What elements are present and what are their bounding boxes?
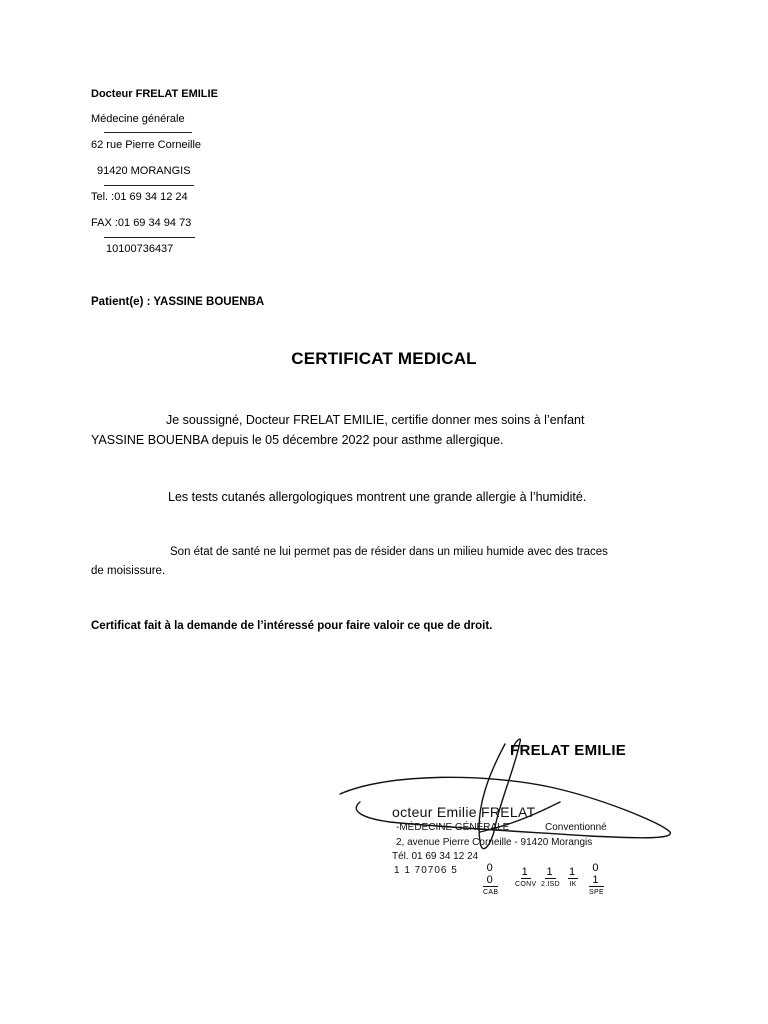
doctor-fax: FAX :01 69 34 94 73 <box>91 217 192 229</box>
patient-line: Patient(e) : YASSINE BOUENBA <box>91 296 265 308</box>
stamp-code-value: 1 <box>569 866 578 878</box>
stamp-code-key: CAB <box>483 889 499 896</box>
stamp-conventionne: Conventionné <box>545 822 607 833</box>
paragraph-line: Son état de santé ne lui permet pas de résider dans un milieu humide avec des traces <box>170 546 608 558</box>
stamp-code-key: SPE <box>589 889 604 896</box>
stamp-code-value: 0 0 <box>483 862 498 887</box>
doctor-address: 62 rue Pierre Corneille <box>91 139 202 151</box>
header-divider <box>104 185 194 186</box>
doctor-name: Docteur FRELAT EMILIE <box>91 88 218 100</box>
doctor-id-number: 10100736437 <box>106 243 174 255</box>
paragraph-line: Je soussigné, Docteur FRELAT EMILIE, certifie donner mes soins à l’enfant <box>166 413 585 427</box>
stamp-number: 1 1 70706 5 <box>394 865 458 876</box>
doctor-city: 91420 MORANGIS <box>97 165 191 177</box>
stamp-address: 2, avenue Pierre Corneille - 91420 Morangis <box>396 837 593 848</box>
stamp-specialty: -MÉDECINE GÉNÉRALE <box>396 822 510 833</box>
paragraph-health <box>91 543 661 581</box>
paragraph-line: YASSINE BOUENBA depuis le 05 décembre 2022 pour asthme allergique. <box>91 433 504 447</box>
doctor-specialty: Médecine générale <box>91 113 185 125</box>
header-divider <box>104 132 192 133</box>
stamp-code-value: 0 1 <box>589 862 604 887</box>
paragraph-line: de moisissure. <box>91 565 166 577</box>
stamp-doctor-name: FRELAT EMILIE <box>510 742 627 759</box>
paragraph-tests: Les tests cutanés allergologiques montrent une grande allergie à l’humidité. <box>168 490 587 504</box>
paragraph-care <box>91 410 691 450</box>
header-divider <box>104 237 195 238</box>
stamp-doctor-line: octeur Emilie FRELAT <box>392 804 536 820</box>
stamp-code-value: 1 <box>546 866 555 878</box>
stamp-code-key: 2.ISD <box>541 881 561 888</box>
doctor-phone: Tel. :01 69 34 12 24 <box>91 191 188 203</box>
stamp-code-key: CONV <box>515 881 537 888</box>
stamp-phone: Tél. 01 69 34 12 24 <box>392 851 479 862</box>
paragraph-closing: Certificat fait à la demande de l’intéressé pour faire valoir ce que de droit. <box>91 620 493 632</box>
stamp-code-key: IK <box>569 881 577 888</box>
stamp-code-value: 1 <box>521 866 530 878</box>
document-title: CERTIFICAT MEDICAL <box>291 349 477 368</box>
handwritten-signature <box>330 732 690 882</box>
